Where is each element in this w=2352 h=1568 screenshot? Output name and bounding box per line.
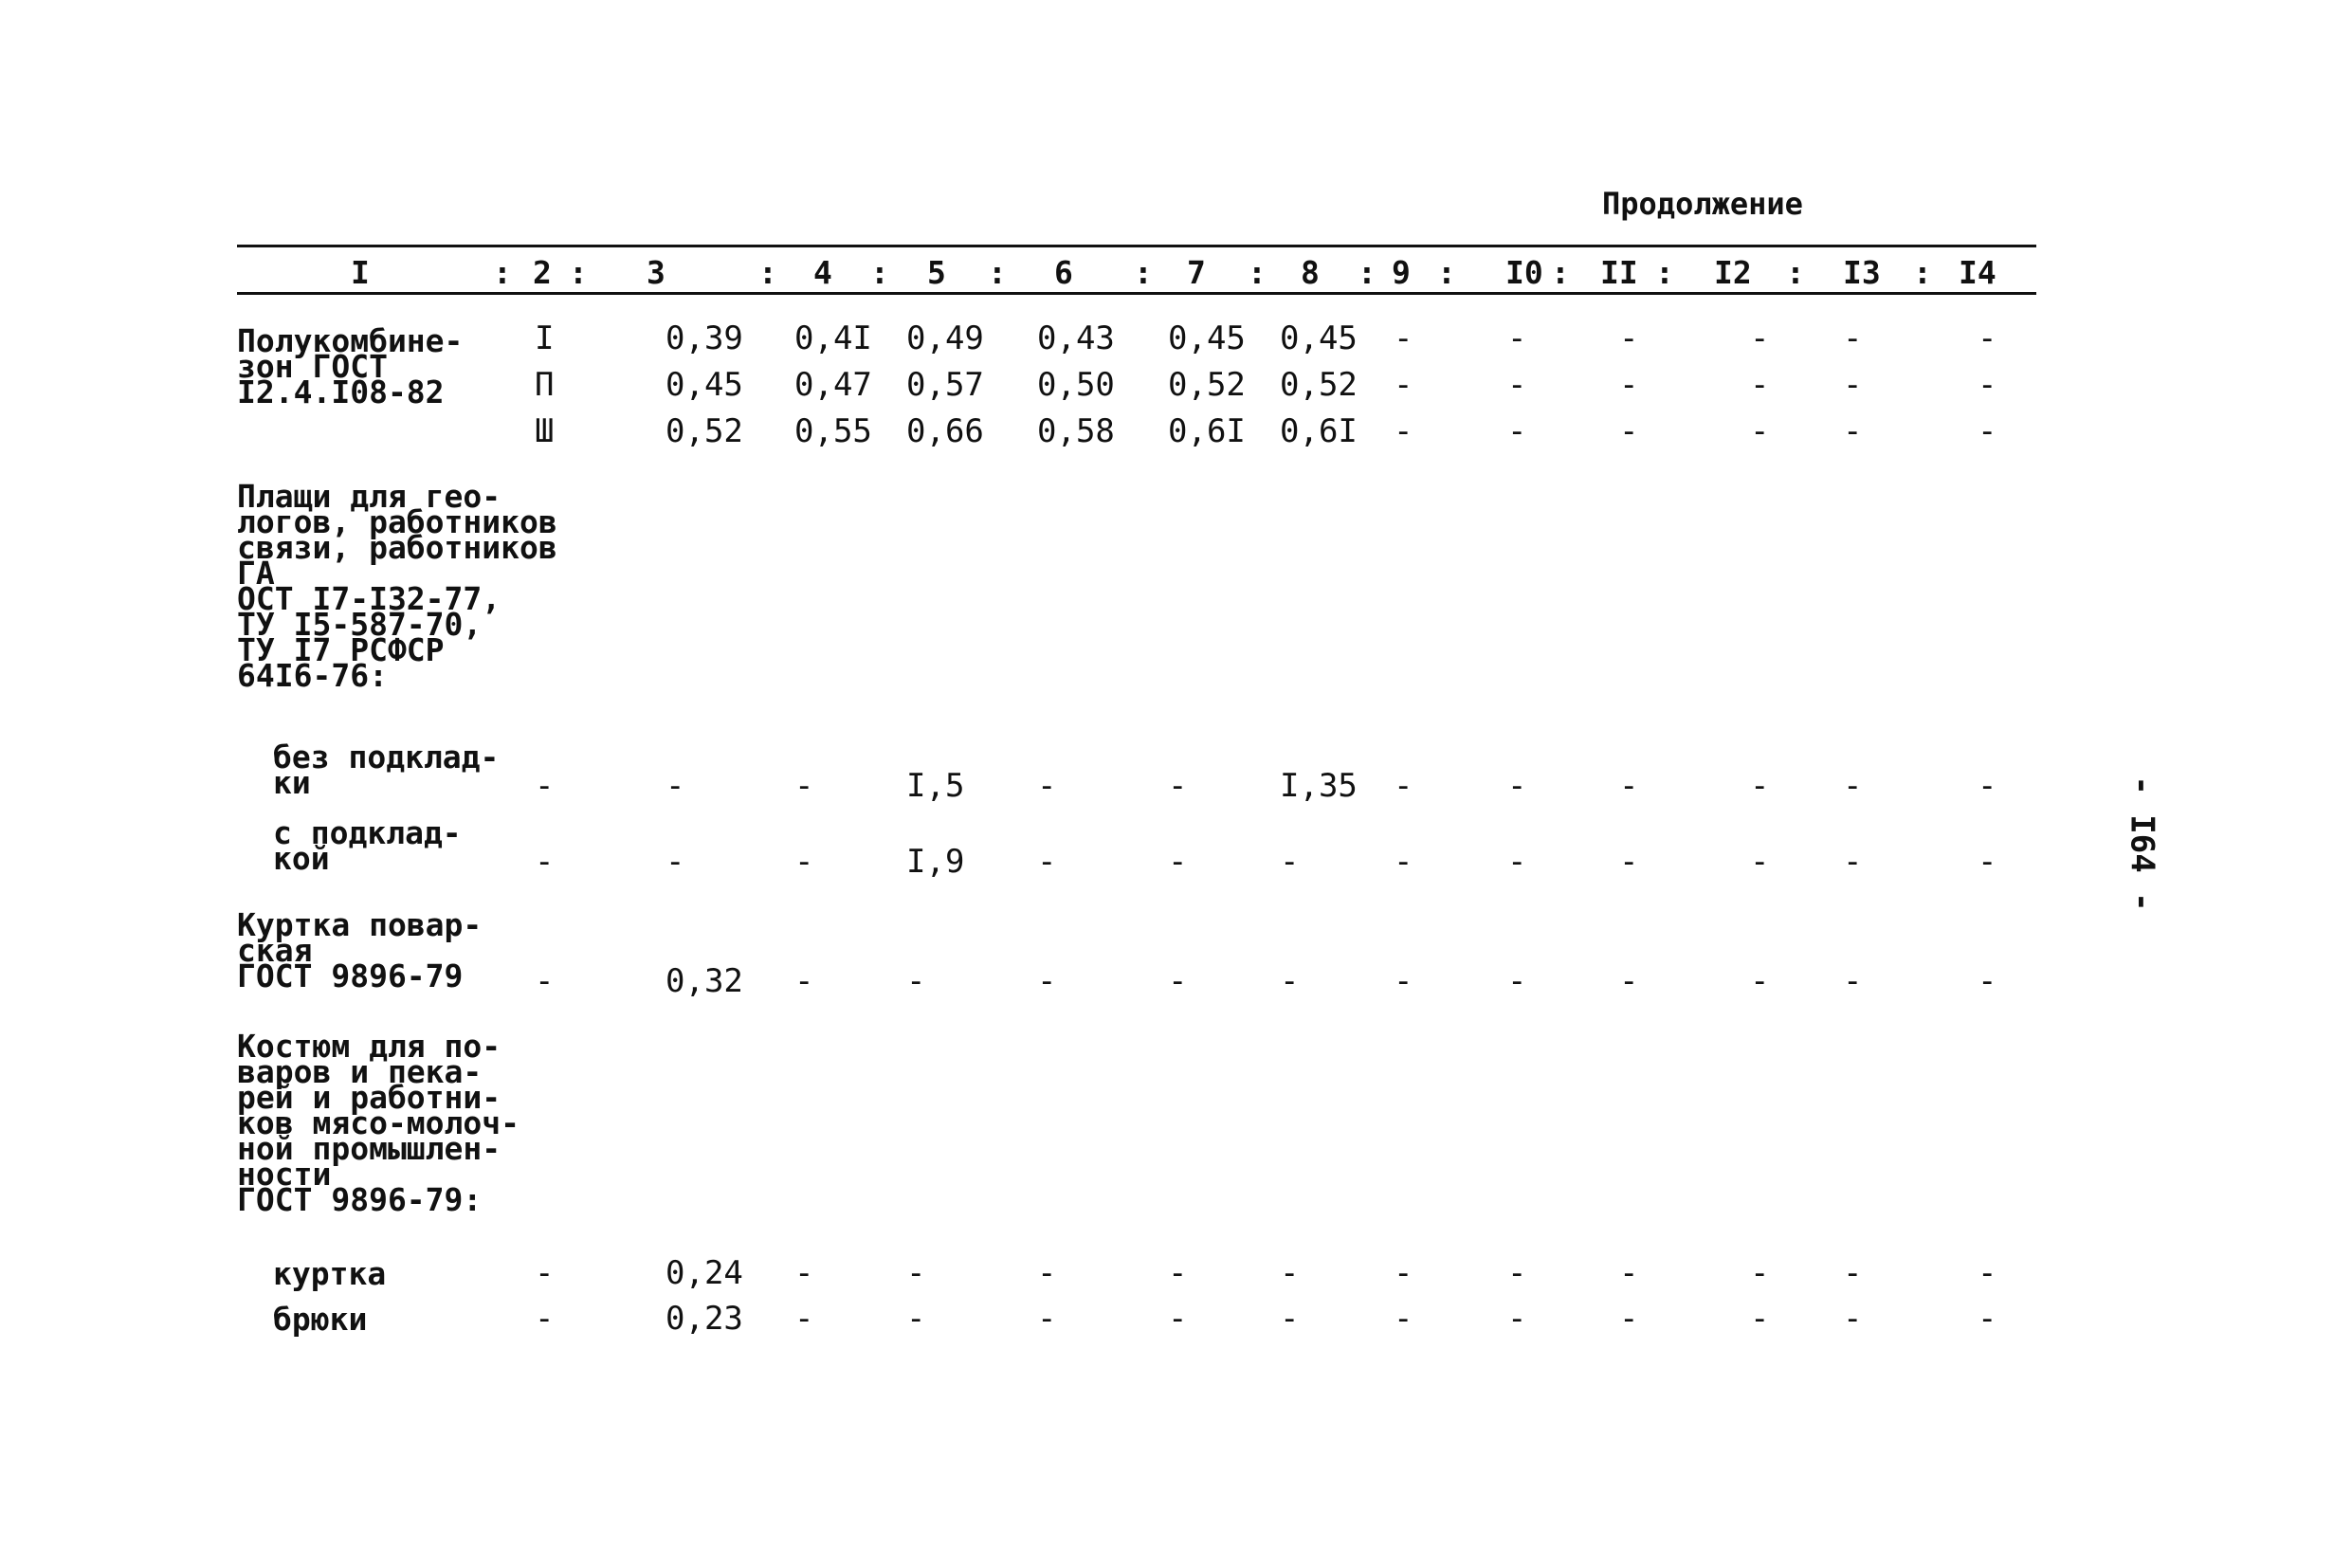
- table-cell: -: [1394, 962, 1413, 1000]
- header-sep-2: :: [569, 254, 607, 291]
- row-label: Куртка повар- ская ГОСТ 9896-79: [237, 906, 483, 994]
- table-cell: 0,45: [665, 366, 743, 404]
- table-cell: -: [1037, 843, 1057, 881]
- table-cell: -: [1750, 412, 1770, 450]
- table-cell: -: [1507, 366, 1527, 404]
- header-col-5: 5: [927, 254, 946, 291]
- table-cell: -: [665, 843, 685, 881]
- table-cell: -: [1037, 1254, 1057, 1292]
- table-cell: 0,45: [1168, 319, 1246, 357]
- header-sep-4: :: [870, 254, 908, 291]
- table-cell: -: [1843, 319, 1863, 357]
- row-label: Плащи для гео- логов, работников связи, работников ГА ОСТ I7-I32-77, ТУ I5-587-70, ТУ I7 РСФСР 64I6-76:: [237, 478, 557, 694]
- table-cell: -: [1619, 319, 1639, 357]
- table-cell: -: [1978, 1254, 1997, 1292]
- table-cell: -: [1978, 319, 1997, 357]
- table-cell: 0,32: [665, 962, 743, 1000]
- table-cell: -: [1280, 843, 1300, 881]
- table-cell: 0,66: [906, 412, 984, 450]
- table-cell: -: [1394, 1254, 1413, 1292]
- table-cell: -: [1280, 1254, 1300, 1292]
- header-col-6: 6: [1054, 254, 1073, 291]
- header-col-8: 8: [1301, 254, 1320, 291]
- row-label: Костюм для по- варов и пека- рей и работни- ков мясо-молоч- ной промышлен- ности ГОСТ 9896-79:: [237, 1028, 520, 1218]
- table-cell: 0,52: [665, 412, 743, 450]
- table-cell: -: [1978, 767, 1997, 805]
- table-cell: 0,58: [1037, 412, 1115, 450]
- header-sep-3: :: [758, 254, 796, 291]
- table-cell: -: [535, 1254, 555, 1292]
- header-col-13: I3: [1843, 254, 1881, 291]
- table-cell: 0,4I: [794, 319, 872, 357]
- table-cell: 0,55: [794, 412, 872, 450]
- table-cell: -: [535, 843, 555, 881]
- table-cell: -: [1978, 962, 1997, 1000]
- table-cell: -: [1168, 1254, 1188, 1292]
- table-cell: -: [1843, 962, 1863, 1000]
- row-label: куртка: [273, 1255, 387, 1292]
- header-sep-7: :: [1248, 254, 1285, 291]
- table-cell: -: [1843, 767, 1863, 805]
- table-cell: -: [1280, 962, 1300, 1000]
- table-cell: 0,47: [794, 366, 872, 404]
- table-cell: -: [535, 767, 555, 805]
- table-cell: -: [1507, 319, 1527, 357]
- continuation-label: Продолжение: [1602, 186, 1803, 222]
- table-cell: -: [1394, 843, 1413, 881]
- table-header-rule: [237, 292, 2036, 295]
- table-cell: -: [1843, 366, 1863, 404]
- table-cell: -: [1978, 843, 1997, 881]
- table-cell: -: [1619, 1254, 1639, 1292]
- table-cell: -: [1037, 767, 1057, 805]
- table-cell: -: [1280, 1300, 1300, 1338]
- table-cell: -: [906, 962, 926, 1000]
- table-cell: -: [1394, 366, 1413, 404]
- table-cell: 0,39: [665, 319, 743, 357]
- row-label: без подклад- ки: [273, 738, 500, 801]
- table-cell: I,35: [1280, 767, 1358, 805]
- header-col-14: I4: [1959, 254, 1996, 291]
- table-cell: 0,45: [1280, 319, 1358, 357]
- table-cell: -: [1843, 1300, 1863, 1338]
- table-cell: -: [1978, 412, 1997, 450]
- table-cell: -: [1619, 1300, 1639, 1338]
- table-cell: -: [906, 1254, 926, 1292]
- header-sep-6: :: [1134, 254, 1172, 291]
- table-cell: -: [1750, 843, 1770, 881]
- table-cell: 0,57: [906, 366, 984, 404]
- table-cell: -: [1619, 843, 1639, 881]
- header-col-1: I: [351, 254, 370, 291]
- table-cell: -: [1037, 1300, 1057, 1338]
- table-cell: -: [1619, 412, 1639, 450]
- table-cell: 0,6I: [1168, 412, 1246, 450]
- header-sep-1: :: [493, 254, 531, 291]
- table-cell: -: [1619, 962, 1639, 1000]
- header-sep-8: :: [1358, 254, 1395, 291]
- table-cell: -: [794, 1300, 814, 1338]
- table-cell: I,5: [906, 767, 965, 805]
- table-cell: 0,49: [906, 319, 984, 357]
- header-sep-13: :: [1913, 254, 1951, 291]
- table-cell: -: [1750, 1300, 1770, 1338]
- header-col-9: 9: [1392, 254, 1411, 291]
- table-cell: -: [1619, 366, 1639, 404]
- table-cell: -: [1037, 962, 1057, 1000]
- table-cell: I,9: [906, 843, 965, 881]
- table-cell: -: [1168, 962, 1188, 1000]
- header-sep-11: :: [1655, 254, 1693, 291]
- table-cell: -: [1394, 1300, 1413, 1338]
- table-cell: -: [1168, 767, 1188, 805]
- table-top-rule: [237, 245, 2036, 247]
- table-cell: -: [1394, 412, 1413, 450]
- header-col-7: 7: [1187, 254, 1206, 291]
- header-col-2: 2: [533, 254, 552, 291]
- header-col-12: I2: [1714, 254, 1752, 291]
- table-cell: 0,52: [1168, 366, 1246, 404]
- header-col-3: 3: [647, 254, 665, 291]
- table-cell: 0,50: [1037, 366, 1115, 404]
- table-cell: -: [1978, 1300, 1997, 1338]
- page-number: - I64 -: [2123, 775, 2161, 912]
- table-cell: -: [794, 767, 814, 805]
- table-cell: -: [535, 1300, 555, 1338]
- table-cell: -: [1843, 1254, 1863, 1292]
- table-cell: -: [794, 962, 814, 1000]
- table-cell: -: [1507, 843, 1527, 881]
- header-sep-5: :: [988, 254, 1026, 291]
- table-cell: -: [1750, 366, 1770, 404]
- table-cell: 0,52: [1280, 366, 1358, 404]
- header-sep-12: :: [1786, 254, 1824, 291]
- table-cell: 0,43: [1037, 319, 1115, 357]
- header-col-11: II: [1600, 254, 1638, 291]
- table-cell: 0,23: [665, 1300, 743, 1338]
- table-cell: -: [1619, 767, 1639, 805]
- table-cell: -: [1168, 1300, 1188, 1338]
- row-label: с подклад- кой: [273, 814, 462, 877]
- table-cell: -: [1750, 319, 1770, 357]
- table-cell: -: [794, 843, 814, 881]
- table-cell: -: [665, 767, 685, 805]
- table-cell: -: [1978, 366, 1997, 404]
- table-cell: -: [906, 1300, 926, 1338]
- row-label: брюки: [273, 1301, 368, 1338]
- header-sep-10: :: [1551, 254, 1589, 291]
- table-cell: -: [1750, 767, 1770, 805]
- table-cell: -: [1394, 319, 1413, 357]
- table-cell: -: [794, 1254, 814, 1292]
- table-cell: П: [535, 366, 555, 404]
- table-cell: -: [1507, 1300, 1527, 1338]
- table-cell: -: [1507, 412, 1527, 450]
- header-col-10: I0: [1505, 254, 1543, 291]
- table-cell: -: [1507, 1254, 1527, 1292]
- table-cell: -: [535, 962, 555, 1000]
- table-cell: -: [1843, 843, 1863, 881]
- table-cell: 0,24: [665, 1254, 743, 1292]
- table-cell: I: [535, 319, 555, 357]
- header-col-4: 4: [813, 254, 832, 291]
- table-cell: -: [1394, 767, 1413, 805]
- table-cell: -: [1750, 1254, 1770, 1292]
- table-cell: -: [1168, 843, 1188, 881]
- row-label: Полукомбине- зон ГОСТ I2.4.I08-82: [237, 322, 464, 410]
- header-sep-9: :: [1437, 254, 1475, 291]
- table-cell: Ш: [535, 412, 555, 450]
- table-cell: -: [1843, 412, 1863, 450]
- table-cell: -: [1507, 767, 1527, 805]
- table-cell: 0,6I: [1280, 412, 1358, 450]
- table-cell: -: [1750, 962, 1770, 1000]
- table-cell: -: [1507, 962, 1527, 1000]
